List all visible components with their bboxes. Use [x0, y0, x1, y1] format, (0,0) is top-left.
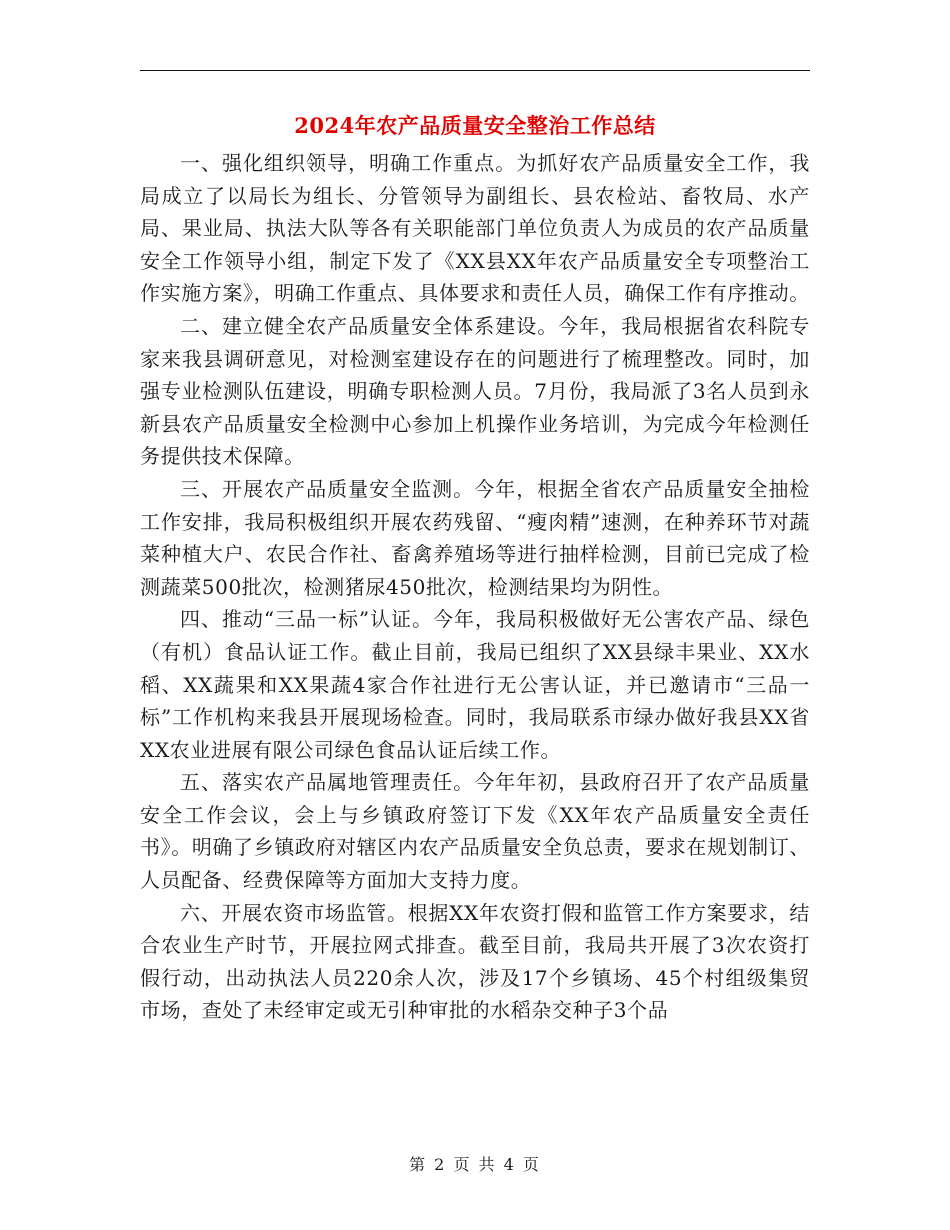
paragraph-1: 一、强化组织领导，明确工作重点。为抓好农产品质量安全工作，我局成立了以局长为组长、分管领导为副组长、县农检站、畜牧局、水产局、果业局、执法大队等各有关职能部门单位负责人为成员的农产品质量安全工作领导小组，制定下发了《XX县XX年农产品质量安全专项整治工作实施方案》，明确工作重点、具体要求和责任人员，确保工作有序推动。 — [140, 151, 810, 306]
document-body — [140, 147, 810, 1027]
header-rule — [140, 70, 810, 71]
paragraph-6: 六、开展农资市场监管。根据XX年农资打假和监管工作方案要求，结合农业生产时节，开展拉网式排查。截至目前，我局共开展了3次农资打假行动，出动执法人员220余人次，涉及17个乡镇场、45个村组级集贸市场，查处了未经审定或无引种审批的水稻杂交种子3个品 — [140, 900, 810, 1023]
paragraph-3: 三、开展农产品质量安全监测。今年，根据全省农产品质量安全抽检工作安排，我局积极组织开展农药残留、“瘦肉精”速测，在种养环节对蔬菜种植大户、农民合作社、畜禽养殖场等进行抽样检测，目前已完成了检测蔬菜500批次，检测猪尿450批次，检测结果均为阴性。 — [140, 476, 810, 599]
paragraph-4: 四、推动“三品一标”认证。今年，我局积极做好无公害农产品、绿色（有机）食品认证工作。截止目前，我局已组织了XX县绿丰果业、XX水稻、XX蔬果和XX果蔬4家合作社进行无公害认证，并已邀请市“三品一标”工作机构来我县开展现场检查。同时，我局联系市绿办做好我县XX省XX农业进展有限公司绿色食品认证后续工作。 — [140, 607, 810, 762]
document-title: 2024年农产品质量安全整治工作总结 — [294, 113, 656, 138]
paragraph-2: 二、建立健全农产品质量安全体系建设。今年，我局根据省农科院专家来我县调研意见，对检测室建设存在的问题进行了梳理整改。同时，加强专业检测队伍建设，明确专职检测人员。7月份，我局派了3名人员到永新县农产品质量安全检测中心参加上机操作业务培训，为完成今年检测任务提供技术保障。 — [140, 313, 810, 469]
page-number-footer: 第 2 页 共 4 页 — [409, 1155, 541, 1174]
paragraph-5: 五、落实农产品属地管理责任。今年年初，县政府召开了农产品质量安全工作会议，会上与乡镇政府签订下发《XX年农产品质量安全责任书》。明确了乡镇政府对辖区内农产品质量安全负总责，要求在规划制订、人员配备、经费保障等方面加大支持力度。 — [140, 770, 810, 893]
